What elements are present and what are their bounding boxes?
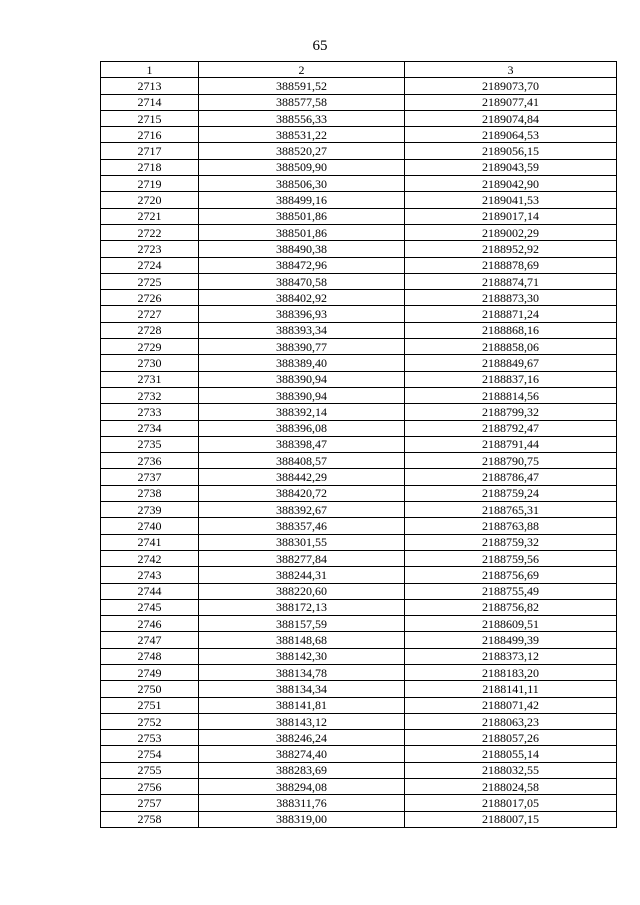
point-number-cell: 2758 bbox=[101, 811, 199, 827]
x-coordinate-cell: 388389,40 bbox=[199, 355, 405, 371]
x-coordinate-cell: 388501,86 bbox=[199, 208, 405, 224]
y-coordinate-cell: 2188055,14 bbox=[405, 746, 617, 762]
table-row bbox=[101, 143, 617, 159]
x-coordinate-cell: 388274,40 bbox=[199, 746, 405, 762]
x-coordinate-cell: 388398,47 bbox=[199, 436, 405, 452]
y-coordinate-cell: 2188873,30 bbox=[405, 290, 617, 306]
x-coordinate-cell: 388396,93 bbox=[199, 306, 405, 322]
table-row bbox=[101, 257, 617, 273]
x-coordinate-cell: 388172,13 bbox=[199, 599, 405, 615]
x-coordinate-cell: 388244,31 bbox=[199, 567, 405, 583]
x-coordinate-cell: 388134,78 bbox=[199, 664, 405, 680]
y-coordinate-cell: 2188759,32 bbox=[405, 534, 617, 550]
x-coordinate-cell: 388509,90 bbox=[199, 159, 405, 175]
point-number-cell: 2727 bbox=[101, 306, 199, 322]
table-row bbox=[101, 616, 617, 632]
x-coordinate-cell: 388277,84 bbox=[199, 550, 405, 566]
point-number-cell: 2750 bbox=[101, 681, 199, 697]
y-coordinate-cell: 2188141,11 bbox=[405, 681, 617, 697]
table-row bbox=[101, 713, 617, 729]
table-row bbox=[101, 404, 617, 420]
table-row bbox=[101, 436, 617, 452]
point-number-cell: 2741 bbox=[101, 534, 199, 550]
x-coordinate-cell: 388392,14 bbox=[199, 404, 405, 420]
point-number-cell: 2753 bbox=[101, 730, 199, 746]
table-row bbox=[101, 339, 617, 355]
y-coordinate-cell: 2188071,42 bbox=[405, 697, 617, 713]
column-header-2: 2 bbox=[199, 62, 405, 78]
point-number-cell: 2730 bbox=[101, 355, 199, 371]
y-coordinate-cell: 2189043,59 bbox=[405, 159, 617, 175]
y-coordinate-cell: 2189002,29 bbox=[405, 224, 617, 240]
x-coordinate-cell: 388420,72 bbox=[199, 485, 405, 501]
table-row bbox=[101, 648, 617, 664]
table-row bbox=[101, 387, 617, 403]
table-row bbox=[101, 355, 617, 371]
point-number-cell: 2717 bbox=[101, 143, 199, 159]
point-number-cell: 2743 bbox=[101, 567, 199, 583]
point-number-cell: 2724 bbox=[101, 257, 199, 273]
table-row bbox=[101, 730, 617, 746]
y-coordinate-cell: 2188791,44 bbox=[405, 436, 617, 452]
x-coordinate-cell: 388301,55 bbox=[199, 534, 405, 550]
x-coordinate-cell: 388246,24 bbox=[199, 730, 405, 746]
x-coordinate-cell: 388134,34 bbox=[199, 681, 405, 697]
x-coordinate-cell: 388470,58 bbox=[199, 273, 405, 289]
column-header-1: 1 bbox=[101, 62, 199, 78]
x-coordinate-cell: 388390,94 bbox=[199, 371, 405, 387]
x-coordinate-cell: 388402,92 bbox=[199, 290, 405, 306]
x-coordinate-cell: 388294,08 bbox=[199, 779, 405, 795]
point-number-cell: 2748 bbox=[101, 648, 199, 664]
y-coordinate-cell: 2188837,16 bbox=[405, 371, 617, 387]
x-coordinate-cell: 388520,27 bbox=[199, 143, 405, 159]
x-coordinate-cell: 388591,52 bbox=[199, 78, 405, 94]
y-coordinate-cell: 2188057,26 bbox=[405, 730, 617, 746]
table-row bbox=[101, 697, 617, 713]
point-number-cell: 2718 bbox=[101, 159, 199, 175]
y-coordinate-cell: 2188790,75 bbox=[405, 453, 617, 469]
x-coordinate-cell: 388442,29 bbox=[199, 469, 405, 485]
y-coordinate-cell: 2188756,82 bbox=[405, 599, 617, 615]
y-coordinate-cell: 2188017,05 bbox=[405, 795, 617, 811]
table-row bbox=[101, 306, 617, 322]
table-header-row bbox=[101, 62, 617, 78]
table-row bbox=[101, 273, 617, 289]
point-number-cell: 2746 bbox=[101, 616, 199, 632]
table-row bbox=[101, 632, 617, 648]
column-header-3: 3 bbox=[405, 62, 617, 78]
point-number-cell: 2754 bbox=[101, 746, 199, 762]
table-row bbox=[101, 322, 617, 338]
point-number-cell: 2745 bbox=[101, 599, 199, 615]
point-number-cell: 2755 bbox=[101, 762, 199, 778]
table-row bbox=[101, 290, 617, 306]
table-row bbox=[101, 502, 617, 518]
x-coordinate-cell: 388148,68 bbox=[199, 632, 405, 648]
x-coordinate-cell: 388311,76 bbox=[199, 795, 405, 811]
y-coordinate-cell: 2188874,71 bbox=[405, 273, 617, 289]
y-coordinate-cell: 2188952,92 bbox=[405, 241, 617, 257]
point-number-cell: 2737 bbox=[101, 469, 199, 485]
y-coordinate-cell: 2188032,55 bbox=[405, 762, 617, 778]
table-body bbox=[101, 78, 617, 828]
x-coordinate-cell: 388501,86 bbox=[199, 224, 405, 240]
point-number-cell: 2723 bbox=[101, 241, 199, 257]
table-row bbox=[101, 534, 617, 550]
table-row bbox=[101, 599, 617, 615]
point-number-cell: 2735 bbox=[101, 436, 199, 452]
point-number-cell: 2751 bbox=[101, 697, 199, 713]
point-number-cell: 2738 bbox=[101, 485, 199, 501]
point-number-cell: 2714 bbox=[101, 94, 199, 110]
y-coordinate-cell: 2189077,41 bbox=[405, 94, 617, 110]
table-row bbox=[101, 681, 617, 697]
x-coordinate-cell: 388396,08 bbox=[199, 420, 405, 436]
x-coordinate-cell: 388472,96 bbox=[199, 257, 405, 273]
table-row bbox=[101, 469, 617, 485]
point-number-cell: 2744 bbox=[101, 583, 199, 599]
point-number-cell: 2752 bbox=[101, 713, 199, 729]
y-coordinate-cell: 2188755,49 bbox=[405, 583, 617, 599]
y-coordinate-cell: 2189064,53 bbox=[405, 127, 617, 143]
table-row bbox=[101, 583, 617, 599]
table-row bbox=[101, 518, 617, 534]
x-coordinate-cell: 388577,58 bbox=[199, 94, 405, 110]
y-coordinate-cell: 2188765,31 bbox=[405, 502, 617, 518]
point-number-cell: 2739 bbox=[101, 502, 199, 518]
y-coordinate-cell: 2188499,39 bbox=[405, 632, 617, 648]
table-row bbox=[101, 371, 617, 387]
point-number-cell: 2740 bbox=[101, 518, 199, 534]
y-coordinate-cell: 2188373,12 bbox=[405, 648, 617, 664]
x-coordinate-cell: 388142,30 bbox=[199, 648, 405, 664]
x-coordinate-cell: 388283,69 bbox=[199, 762, 405, 778]
table-row bbox=[101, 159, 617, 175]
table-row bbox=[101, 746, 617, 762]
x-coordinate-cell: 388220,60 bbox=[199, 583, 405, 599]
table-row bbox=[101, 241, 617, 257]
y-coordinate-cell: 2189017,14 bbox=[405, 208, 617, 224]
table-row bbox=[101, 550, 617, 566]
point-number-cell: 2722 bbox=[101, 224, 199, 240]
page-number: 65 bbox=[312, 38, 328, 54]
point-number-cell: 2731 bbox=[101, 371, 199, 387]
x-coordinate-cell: 388490,38 bbox=[199, 241, 405, 257]
x-coordinate-cell: 388143,12 bbox=[199, 713, 405, 729]
table-row bbox=[101, 795, 617, 811]
point-number-cell: 2749 bbox=[101, 664, 199, 680]
y-coordinate-cell: 2188871,24 bbox=[405, 306, 617, 322]
table-row bbox=[101, 94, 617, 110]
point-number-cell: 2715 bbox=[101, 110, 199, 126]
table-row bbox=[101, 127, 617, 143]
y-coordinate-cell: 2189074,84 bbox=[405, 110, 617, 126]
point-number-cell: 2757 bbox=[101, 795, 199, 811]
y-coordinate-cell: 2188063,23 bbox=[405, 713, 617, 729]
y-coordinate-cell: 2188024,58 bbox=[405, 779, 617, 795]
y-coordinate-cell: 2188858,06 bbox=[405, 339, 617, 355]
y-coordinate-cell: 2188868,16 bbox=[405, 322, 617, 338]
point-number-cell: 2747 bbox=[101, 632, 199, 648]
x-coordinate-cell: 388531,22 bbox=[199, 127, 405, 143]
table-row bbox=[101, 224, 617, 240]
x-coordinate-cell: 388499,16 bbox=[199, 192, 405, 208]
y-coordinate-cell: 2189042,90 bbox=[405, 176, 617, 192]
table-row bbox=[101, 192, 617, 208]
x-coordinate-cell: 388157,59 bbox=[199, 616, 405, 632]
x-coordinate-cell: 388392,67 bbox=[199, 502, 405, 518]
y-coordinate-cell: 2188759,24 bbox=[405, 485, 617, 501]
table-row bbox=[101, 420, 617, 436]
table-row bbox=[101, 208, 617, 224]
y-coordinate-cell: 2188849,67 bbox=[405, 355, 617, 371]
y-coordinate-cell: 2188786,47 bbox=[405, 469, 617, 485]
y-coordinate-cell: 2188814,56 bbox=[405, 387, 617, 403]
table-row bbox=[101, 664, 617, 680]
y-coordinate-cell: 2188763,88 bbox=[405, 518, 617, 534]
table-row bbox=[101, 78, 617, 94]
y-coordinate-cell: 2188183,20 bbox=[405, 664, 617, 680]
x-coordinate-cell: 388506,30 bbox=[199, 176, 405, 192]
point-number-cell: 2736 bbox=[101, 453, 199, 469]
point-number-cell: 2720 bbox=[101, 192, 199, 208]
y-coordinate-cell: 2188878,69 bbox=[405, 257, 617, 273]
table-row bbox=[101, 811, 617, 827]
y-coordinate-cell: 2188792,47 bbox=[405, 420, 617, 436]
point-number-cell: 2726 bbox=[101, 290, 199, 306]
y-coordinate-cell: 2189056,15 bbox=[405, 143, 617, 159]
table-row bbox=[101, 453, 617, 469]
point-number-cell: 2742 bbox=[101, 550, 199, 566]
table-row bbox=[101, 485, 617, 501]
y-coordinate-cell: 2188007,15 bbox=[405, 811, 617, 827]
x-coordinate-cell: 388556,33 bbox=[199, 110, 405, 126]
x-coordinate-cell: 388141,81 bbox=[199, 697, 405, 713]
y-coordinate-cell: 2188799,32 bbox=[405, 404, 617, 420]
point-number-cell: 2733 bbox=[101, 404, 199, 420]
point-number-cell: 2719 bbox=[101, 176, 199, 192]
point-number-cell: 2721 bbox=[101, 208, 199, 224]
table-row bbox=[101, 567, 617, 583]
point-number-cell: 2725 bbox=[101, 273, 199, 289]
x-coordinate-cell: 388390,77 bbox=[199, 339, 405, 355]
y-coordinate-cell: 2188759,56 bbox=[405, 550, 617, 566]
coordinates-table bbox=[100, 61, 617, 828]
point-number-cell: 2734 bbox=[101, 420, 199, 436]
y-coordinate-cell: 2188609,51 bbox=[405, 616, 617, 632]
table-row bbox=[101, 779, 617, 795]
x-coordinate-cell: 388319,00 bbox=[199, 811, 405, 827]
point-number-cell: 2716 bbox=[101, 127, 199, 143]
x-coordinate-cell: 388408,57 bbox=[199, 453, 405, 469]
x-coordinate-cell: 388357,46 bbox=[199, 518, 405, 534]
y-coordinate-cell: 2189041,53 bbox=[405, 192, 617, 208]
point-number-cell: 2713 bbox=[101, 78, 199, 94]
table-row bbox=[101, 176, 617, 192]
y-coordinate-cell: 2189073,70 bbox=[405, 78, 617, 94]
y-coordinate-cell: 2188756,69 bbox=[405, 567, 617, 583]
point-number-cell: 2729 bbox=[101, 339, 199, 355]
table-row bbox=[101, 762, 617, 778]
x-coordinate-cell: 388393,34 bbox=[199, 322, 405, 338]
x-coordinate-cell: 388390,94 bbox=[199, 387, 405, 403]
point-number-cell: 2732 bbox=[101, 387, 199, 403]
point-number-cell: 2728 bbox=[101, 322, 199, 338]
table-row bbox=[101, 110, 617, 126]
point-number-cell: 2756 bbox=[101, 779, 199, 795]
